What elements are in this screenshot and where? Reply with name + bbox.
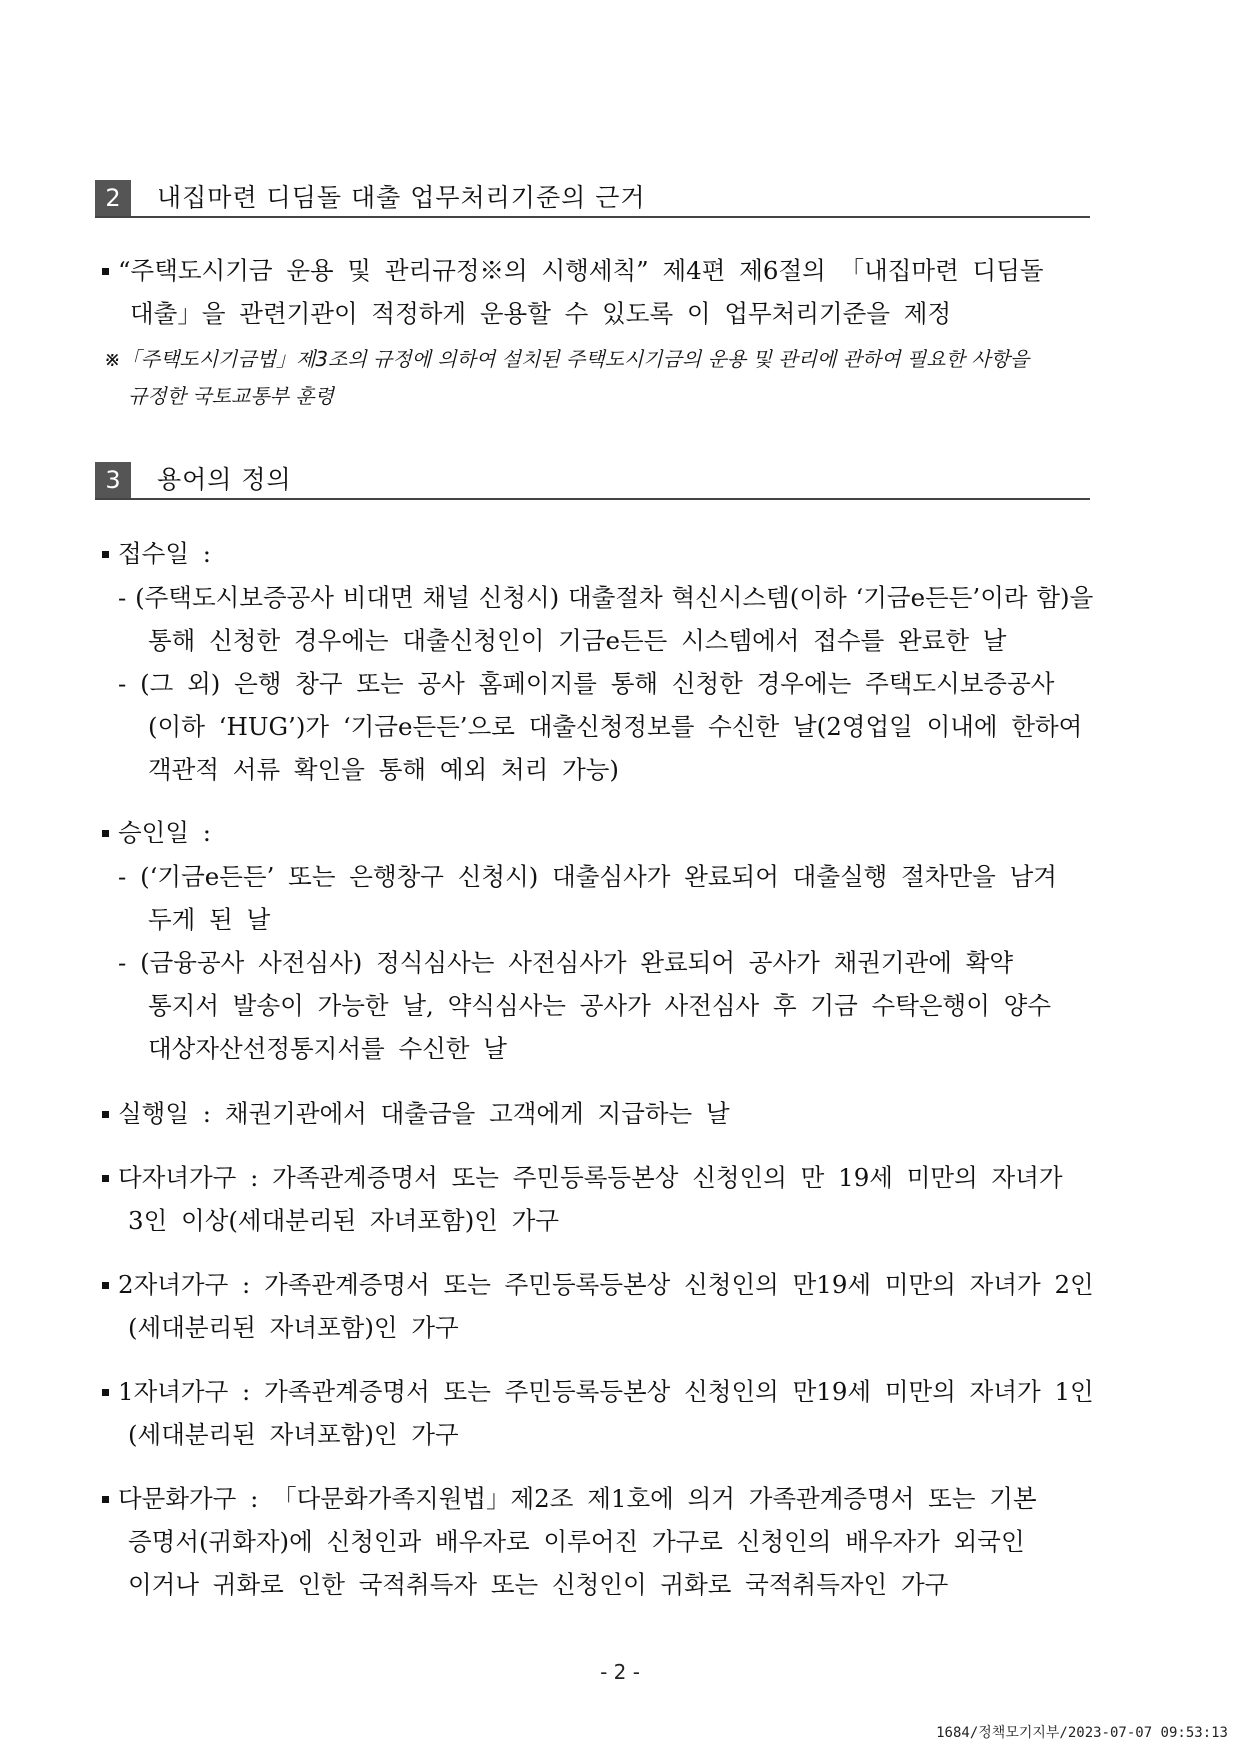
bullet-icon xyxy=(102,1111,109,1118)
bullet-icon xyxy=(102,1496,109,1503)
receipt-dash2-line-2: (이하 ‘HUG’)가 ‘기금e든든’으로 대출신청정보를 수신한 날(2영업일 이내에 한하여 xyxy=(148,712,1083,741)
receipt-dash1-line-2: 통해 신청한 경우에는 대출신청인이 기금e든든 시스템에서 접수를 완료한 날 xyxy=(148,626,1007,655)
bullet-icon xyxy=(102,268,109,275)
page-number: - 2 - xyxy=(600,1660,640,1684)
bullet-icon xyxy=(102,1175,109,1182)
receipt-dash1-line-1: - (주택도시보증공사 비대면 채널 신청시) 대출절차 혁신시스템(이하 ‘기금e든든’이라 함)을 xyxy=(118,583,1094,612)
basis-note-line-2: 규정한 국토교통부 훈령 xyxy=(128,384,334,408)
multi-child-line-2: 3인 이상(세대분리된 자녀포함)인 가구 xyxy=(128,1206,560,1235)
multicultural-line-2: 증명서(귀화자)에 신청인과 배우자로 이루어진 가구로 신청인의 배우자가 외국인 xyxy=(128,1527,1025,1556)
basis-line-2: 대출」을 관련기관이 적정하게 운용할 수 있도록 이 업무처리기준을 제정 xyxy=(130,299,952,328)
approval-dash2-line-1: - (금융공사 사전심사) 정식심사는 사전심사가 완료되어 공사가 채권기관에 확약 xyxy=(118,948,1014,977)
multicultural-line-1: 다문화가구 : 「다문화가족지원법」제2조 제1호에 의거 가족관계증명서 또는 기본 xyxy=(118,1484,1037,1513)
one-child-line-1: 1자녀가구 : 가족관계증명서 또는 주민등록등본상 신청인의 만19세 미만의 자녀가 1인 xyxy=(118,1377,1094,1406)
two-child-line-1: 2자녀가구 : 가족관계증명서 또는 주민등록등본상 신청인의 만19세 미만의 자녀가 2인 xyxy=(118,1270,1094,1299)
receipt-label: 접수일 : xyxy=(118,539,212,568)
multi-child-line-1: 다자녀가구 : 가족관계증명서 또는 주민등록등본상 신청인의 만 19세 미만의 자녀가 xyxy=(118,1163,1063,1192)
receipt-dash2-line-3: 객관적 서류 확인을 통해 예외 처리 가능) xyxy=(148,755,619,784)
approval-dash2-line-2: 통지서 발송이 가능한 날, 약식심사는 공사가 사전심사 후 기금 수탁은행이 양수 xyxy=(148,991,1052,1020)
execution-line: 실행일 : 채권기관에서 대출금을 고객에게 지급하는 날 xyxy=(118,1099,730,1128)
approval-dash2-line-3: 대상자산선정통지서를 수신한 날 xyxy=(148,1034,507,1063)
receipt-dash2-line-1: - (그 외) 은행 창구 또는 공사 홈페이지를 통해 신청한 경우에는 주택도시보증공사 xyxy=(118,669,1055,698)
section-2-number: 2 xyxy=(95,180,131,216)
multicultural-line-3: 이거나 귀화로 인한 국적취득자 또는 신청인이 귀화로 국적취득자인 가구 xyxy=(128,1570,949,1599)
section-2-header xyxy=(95,180,1090,218)
bullet-icon xyxy=(102,551,109,558)
section-3-title: 용어의 정의 xyxy=(157,465,292,494)
bullet-icon xyxy=(102,830,109,837)
section-3-header xyxy=(95,462,1090,500)
one-child-line-2: (세대분리된 자녀포함)인 가구 xyxy=(128,1420,459,1449)
print-stamp: 1684/정책모기지부/2023-07-07 09:53:13 xyxy=(936,1725,1228,1741)
approval-dash1-line-1: - (‘기금e든든’ 또는 은행창구 신청시) 대출심사가 완료되어 대출실행 절차만을 남겨 xyxy=(118,862,1057,891)
basis-line-1: “주택도시기금 운용 및 관리규정※의 시행세칙” 제4편 제6절의 「내집마련 디딤돌 xyxy=(118,256,1044,285)
basis-note-line-1: ※「주택도시기금법」제3조의 규정에 의하여 설치된 주택도시기금의 운용 및 관리에 관하여 필요한 사항을 xyxy=(104,347,1030,371)
section-3-number: 3 xyxy=(95,462,131,498)
bullet-icon xyxy=(102,1389,109,1396)
section-2-title: 내집마련 디딤돌 대출 업무처리기준의 근거 xyxy=(157,183,646,212)
bullet-icon xyxy=(102,1282,109,1289)
approval-dash1-line-2: 두게 된 날 xyxy=(148,905,271,934)
two-child-line-2: (세대분리된 자녀포함)인 가구 xyxy=(128,1313,459,1342)
approval-label: 승인일 : xyxy=(118,818,212,847)
